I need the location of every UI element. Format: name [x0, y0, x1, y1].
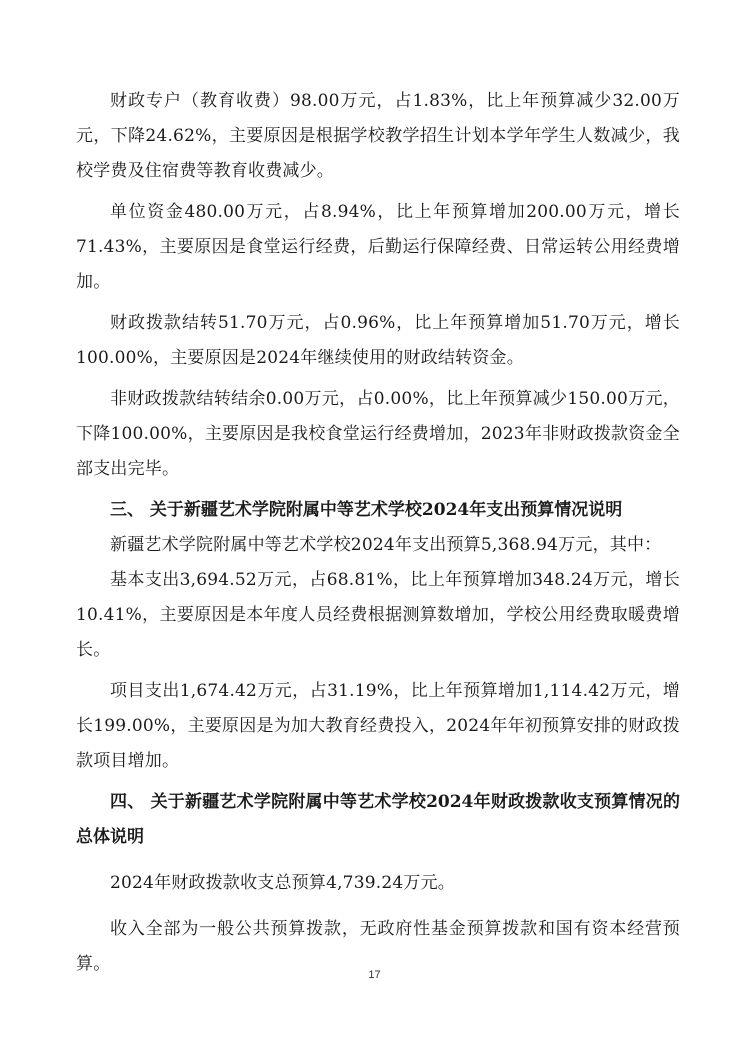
paragraph-project-expenditure: 项目支出1,674.42万元，占31.19%，比上年预算增加1,114.42万元，增长199.00%，主要原因是为加大教育经费投入，2024年年初预算安排的财政拨款项目增加。: [76, 681, 680, 771]
paragraph-education-fees: 财政专户（教育收费）98.00万元，占1.83%，比上年预算减少32.00万元，下降24.62%，主要原因是根据学校教学招生计划本学年学生人数减少，我校学费及住宿费等教育收费减少。: [76, 91, 680, 181]
paragraph-income-composition: 收入全部为一般公共预算拨款，无政府性基金预算拨款和国有资本经营预算。: [76, 919, 680, 974]
section-heading-expenditure: 三、 关于新疆艺术学院附属中等艺术学校2024年支出预算情况说明: [110, 500, 623, 520]
document-body: [76, 84, 680, 982]
paragraph-fiscal-total: 2024年财政拨款收支总预算4,739.24万元。: [110, 873, 455, 893]
section-heading-fiscal-appropriation: 四、 关于新疆艺术学院附属中等艺术学校2024年财政拨款收支预算情况的总体说明: [76, 792, 680, 847]
paragraph-nonfiscal-carryover: 非财政拨款结转结余0.00万元，占0.00%，比上年预算减少150.00万元，下降100.00%，主要原因是我校食堂运行经费增加，2023年非财政拨款资金全部支出完毕。: [76, 389, 680, 479]
paragraph-basic-expenditure: 基本支出3,694.52万元，占68.81%，比上年预算增加348.24万元，增长10.41%，主要原因是本年度人员经费根据测算数增加，学校公用经费取暖费增长。: [76, 570, 680, 660]
page-number: 17: [368, 969, 381, 981]
paragraph-unit-funds: 单位资金480.00万元，占8.94%，比上年预算增加200.00万元，增长71.43%，主要原因是食堂运行经费，后勤运行保障经费、日常运转公用经费增加。: [76, 202, 680, 292]
paragraph-fiscal-carryover: 财政拨款结转51.70万元，占0.96%，比上年预算增加51.70万元，增长100.00%，主要原因是2024年继续使用的财政结转资金。: [76, 313, 680, 368]
paragraph-expenditure-total: 新疆艺术学院附属中等艺术学校2024年支出预算5,368.94万元，其中：: [110, 535, 662, 555]
